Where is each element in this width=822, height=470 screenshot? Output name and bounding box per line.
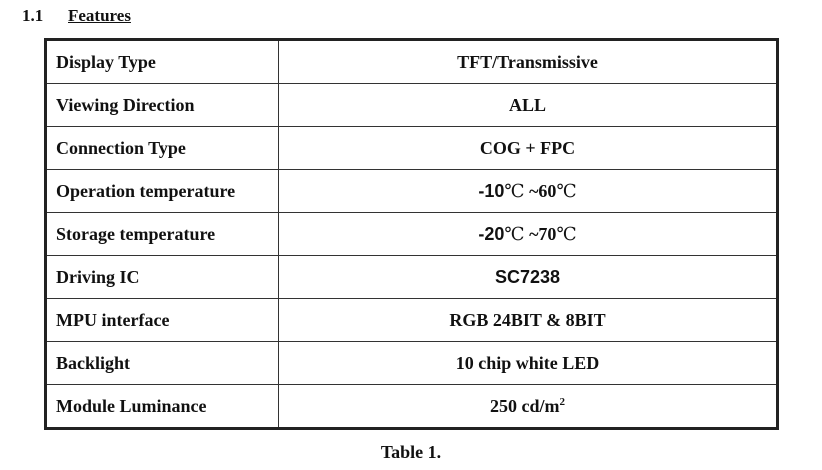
- row-value-viewing-direction: ALL: [279, 84, 778, 127]
- row-label-driving-ic: Driving IC: [46, 256, 279, 299]
- row-label-display-type: Display Type: [46, 40, 279, 84]
- row-value-display-type: TFT/Transmissive: [279, 40, 778, 84]
- operation-temp-unit-max: ℃: [556, 180, 577, 201]
- table-row: [46, 342, 778, 385]
- row-label-connection-type: Connection Type: [46, 127, 279, 170]
- table-row: [46, 256, 778, 299]
- storage-temp-unit-min: ℃: [504, 223, 525, 244]
- luminance-value: 250 cd/m: [490, 395, 560, 416]
- table-row: [46, 299, 778, 342]
- row-value-driving-ic: SC7238: [279, 256, 778, 299]
- luminance-superscript: 2: [559, 395, 565, 408]
- table-row: [46, 40, 778, 84]
- table-caption: Table 1.: [380, 442, 442, 462]
- row-label-viewing-direction: Viewing Direction: [46, 84, 279, 127]
- row-value-storage-temperature: [279, 213, 778, 256]
- storage-temp-min: -20: [478, 223, 505, 244]
- row-label-backlight: Backlight: [46, 342, 279, 385]
- table-row: [46, 170, 778, 213]
- row-value-backlight: 10 chip white LED: [279, 342, 778, 385]
- row-label-operation-temperature: Operation temperature: [46, 170, 279, 213]
- storage-temp-max: ~70: [524, 223, 557, 244]
- section-number: 1.1: [22, 6, 44, 25]
- operation-temp-unit-min: ℃: [504, 180, 525, 201]
- row-value-connection-type: COG + FPC: [279, 127, 778, 170]
- section-title: Features: [68, 6, 131, 25]
- storage-temp-unit-max: ℃: [556, 223, 577, 244]
- section-heading: [22, 6, 131, 26]
- features-table: [44, 38, 779, 430]
- row-value-mpu-interface: RGB 24BIT & 8BIT: [279, 299, 778, 342]
- operation-temp-max: ~60: [524, 180, 557, 201]
- table-row: [46, 213, 778, 256]
- row-label-mpu-interface: MPU interface: [46, 299, 279, 342]
- operation-temp-min: -10: [478, 180, 505, 201]
- table-row: [46, 385, 778, 429]
- table-row: [46, 127, 778, 170]
- row-value-operation-temperature: [279, 170, 778, 213]
- row-label-storage-temperature: Storage temperature: [46, 213, 279, 256]
- row-label-module-luminance: Module Luminance: [46, 385, 279, 429]
- row-value-module-luminance: [279, 385, 778, 429]
- table-row: [46, 84, 778, 127]
